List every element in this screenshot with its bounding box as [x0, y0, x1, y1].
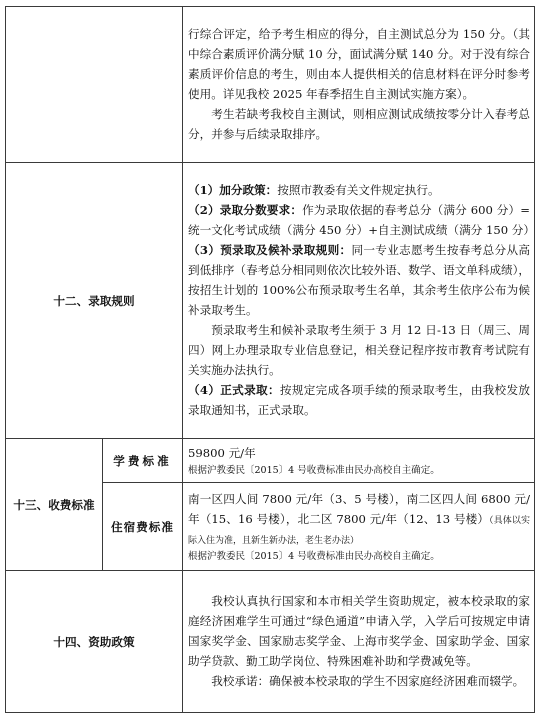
dorm-fee-label: 住宿费标准	[103, 483, 183, 571]
table-row	[6, 163, 535, 439]
commitment-paragraph: 我校承诺：确保被本校录取的学生不因家庭经济困难而辍学。	[211, 674, 525, 688]
pre-admission-rules: （3）预录取及候补录取规则：同一专业志愿考生按春考总分从高到低排序（春考总分相同则依次比较外语、数学、语文单科成绩），按招生计划的 100%公布预录取考生名单，其余考生依序公布为候补录取考生。	[188, 243, 531, 317]
score-requirement: （2）录取分数要求：作为录取依据的春考总分（满分 600 分）=统一文化考试成绩（满分 450 分）+自主测试成绩（满分 150 分）	[188, 203, 535, 237]
dorm-fee-note: 根据沪教委民〔2015〕4 号收费标准由民办高校自主确定。	[188, 550, 440, 562]
aid-policy-content	[183, 571, 535, 713]
tuition-content	[183, 439, 535, 483]
tuition-value: 59800 元/年	[188, 445, 256, 460]
admission-rules-label: 十二、录取规则	[6, 163, 183, 439]
empty-label-cell	[6, 7, 183, 163]
table-row	[6, 439, 535, 483]
absence-paragraph: 考生若缺考我校自主测试，则相应测试成绩按零分计入春考总分，并参与后续录取排序。	[188, 107, 530, 141]
scoring-paragraph: 行综合评定，给予考生相应的得分，自主测试总分为 150 分。（其中综合素质评价满分赋 10 分，面试满分赋 140 分。对于没有综合素质评价信息的考生，则由本人提供相关的信息材料在评分时参考使用。详见我校 2025 年春季招生自主测试实施方案）。	[188, 27, 530, 101]
registration-notice: 预录取考生和候补录取考生须于 3 月 12 日-13 日（周三、周四）网上办理录取专业信息登记，相关登记程序按市教育考试院有关实施办法执行。	[188, 323, 530, 377]
table-row	[6, 7, 535, 163]
aid-paragraph: 我校认真执行国家和本市相关学生资助规定，被本校录取的家庭经济困难学生可通过“绿色通道”申请入学，入学后可按规定申请国家奖学金、国家励志奖学金、上海市奖学金、国家助学金、国家助学贷款、勤工助学岗位、特殊困难补助和学费减免等。	[188, 594, 530, 668]
tuition-label: 学费标准	[103, 439, 183, 483]
self-test-scoring-cell	[183, 7, 535, 163]
admission-rules-content	[183, 163, 535, 439]
fee-standard-label: 十三、收费标准	[6, 439, 103, 571]
table-row	[6, 571, 535, 713]
formal-admission: （4）正式录取：按规定完成各项手续的预录取考生，由我校发放录取通知书，正式录取。	[188, 383, 530, 417]
dorm-fee-text: 南一区四人间 7800 元/年（3、5 号楼），南二区四人间 6800 元/年（15、16 号楼），北二区 7800 元/年（12、13 号楼）（具体以实际入住为准，且新生新办法，老生老办法）	[188, 491, 530, 546]
bonus-policy: （1）加分政策：按照市教委有关文件规定执行。	[188, 183, 440, 197]
aid-policy-label: 十四、资助政策	[6, 571, 183, 713]
dorm-fee-content	[183, 483, 535, 571]
tuition-note: 根据沪教委民〔2015〕4 号收费标准由民办高校自主确定。	[188, 464, 440, 476]
admission-rules-table	[5, 6, 535, 713]
